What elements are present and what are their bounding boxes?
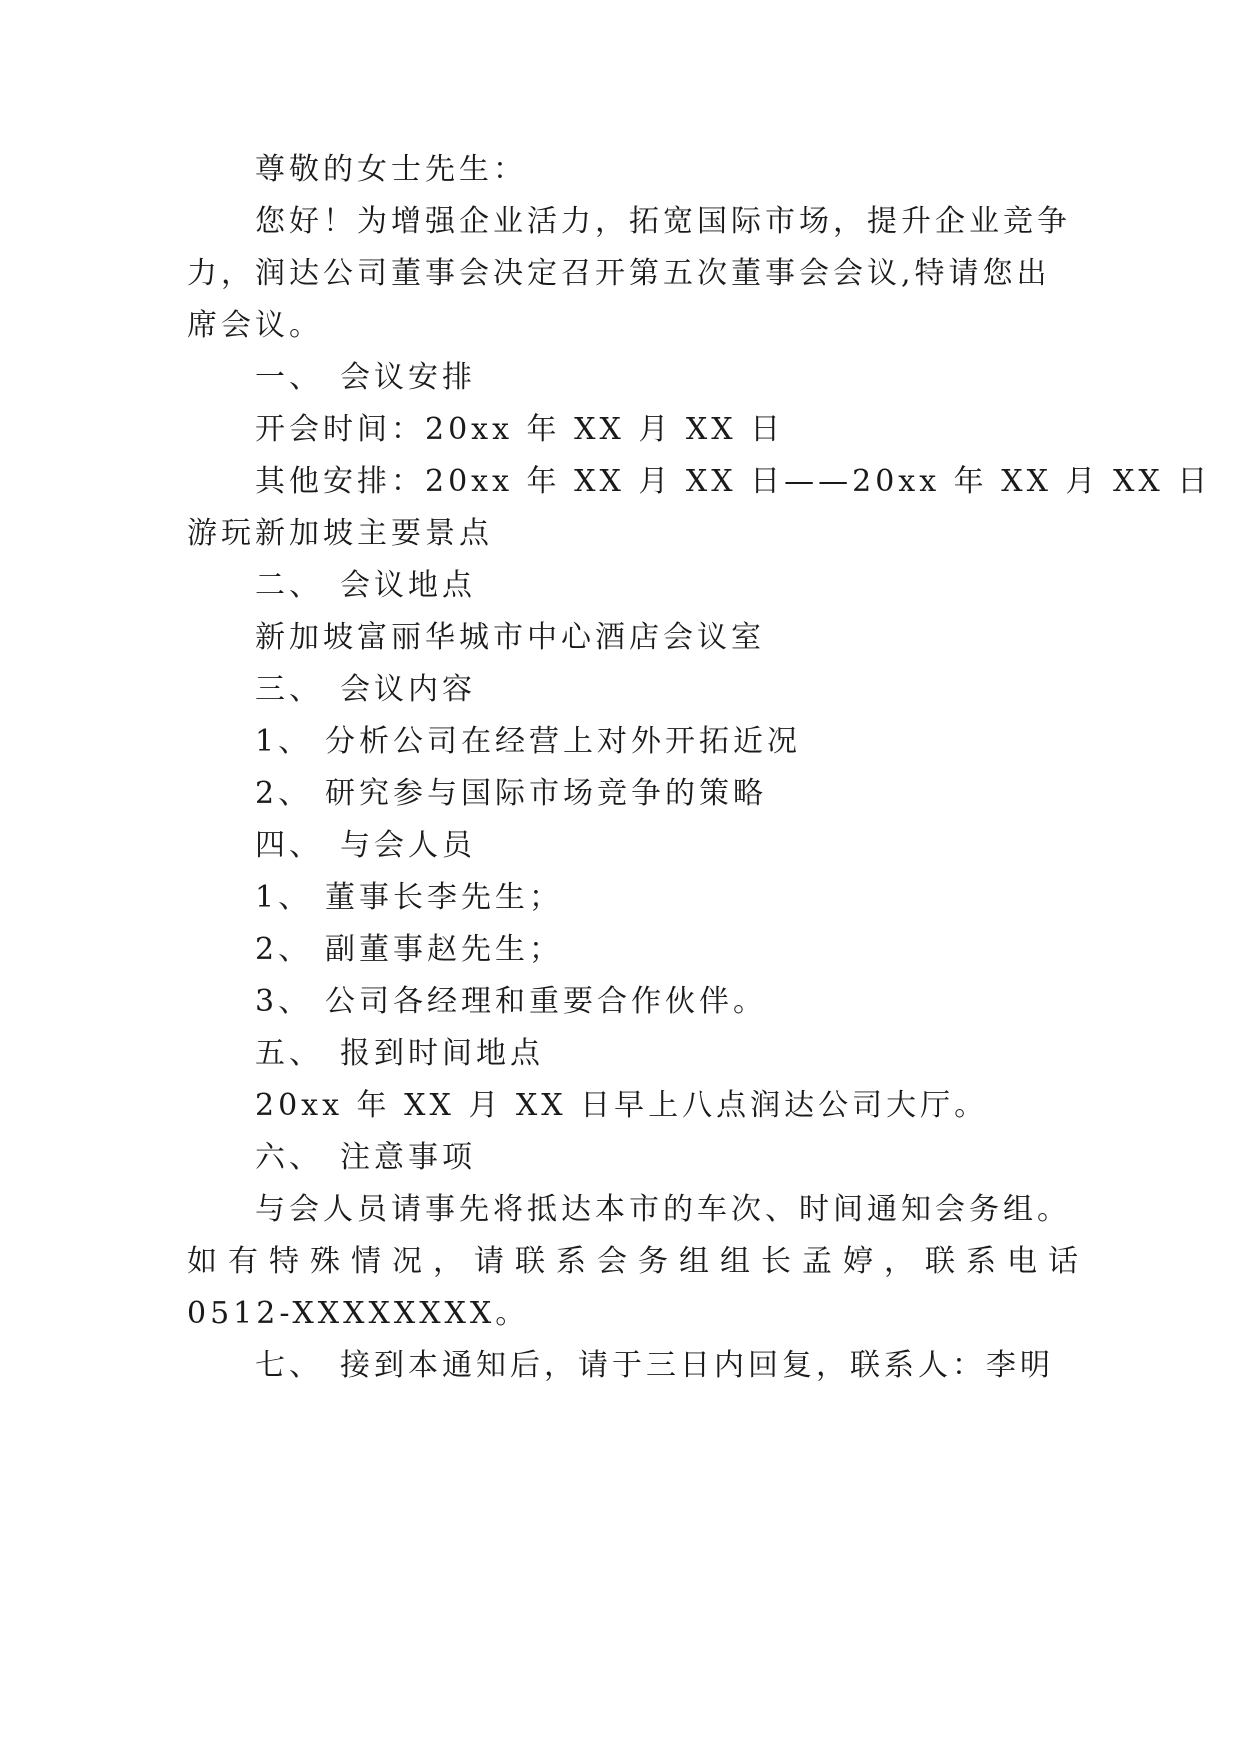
section-number: 一、 — [255, 360, 323, 395]
item-number: 2、 — [255, 776, 313, 811]
intro-line-2: 力，润达公司董事会决定召开第五次董事会会议,特请您出 — [187, 256, 1051, 291]
item-number: 1、 — [255, 724, 313, 759]
list-item — [255, 878, 563, 918]
other-arrangement-line-2: 游玩新加坡主要景点 — [187, 516, 493, 551]
meeting-time: 开会时间：20xx 年 XX 月 XX 日 — [255, 412, 785, 447]
notes-line-2: 如有特殊情况，请联系会务组组长孟婷，联系电话 — [187, 1244, 1089, 1279]
section-heading-6 — [255, 1138, 476, 1178]
section-heading-2 — [255, 566, 476, 606]
list-item — [255, 774, 767, 814]
section-heading-4 — [255, 826, 476, 866]
list-item — [255, 930, 563, 970]
section-title: 接到本通知后，请于三日内回复，联系人：李明 — [340, 1348, 1054, 1383]
intro-line-1: 您好！为增强企业活力，拓宽国际市场，提升企业竞争 — [255, 204, 1071, 239]
section-number: 六、 — [255, 1140, 323, 1175]
item-number: 1、 — [255, 880, 313, 915]
intro-line-3: 席会议。 — [187, 308, 323, 343]
section-title: 会议安排 — [340, 360, 476, 395]
item-text: 研究参与国际市场竞争的策略 — [325, 776, 767, 811]
item-text: 分析公司在经营上对外开拓近况 — [325, 724, 801, 759]
section-number: 五、 — [255, 1036, 323, 1071]
section-heading-5 — [255, 1034, 544, 1074]
section-number: 七、 — [255, 1348, 323, 1383]
report-time-location: 20xx 年 XX 月 XX 日早上八点润达公司大厅。 — [255, 1088, 989, 1123]
list-item — [255, 982, 767, 1022]
item-text: 公司各经理和重要合作伙伴。 — [325, 984, 767, 1019]
item-number: 2、 — [255, 932, 313, 967]
salutation: 尊敬的女士先生： — [255, 152, 527, 187]
item-text: 董事长李先生； — [325, 880, 563, 915]
section-heading-1 — [255, 358, 476, 398]
section-number: 二、 — [255, 568, 323, 603]
meeting-location: 新加坡富丽华城市中心酒店会议室 — [255, 620, 765, 655]
section-heading-7 — [255, 1346, 1054, 1386]
other-arrangement-line-1: 其他安排：20xx 年 XX 月 XX 日——20xx 年 XX 月 XX 日 — [255, 464, 1212, 499]
section-number: 四、 — [255, 828, 323, 863]
section-title: 注意事项 — [340, 1140, 476, 1175]
section-title: 会议地点 — [340, 568, 476, 603]
item-number: 3、 — [255, 984, 313, 1019]
section-title: 报到时间地点 — [340, 1036, 544, 1071]
notes-line-1: 与会人员请事先将抵达本市的车次、时间通知会务组。 — [255, 1192, 1071, 1227]
notes-line-3: 0512-XXXXXXXX。 — [187, 1296, 530, 1331]
section-title: 与会人员 — [340, 828, 476, 863]
list-item — [255, 722, 801, 762]
item-text: 副董事赵先生； — [325, 932, 563, 967]
section-title: 会议内容 — [340, 672, 476, 707]
section-heading-3 — [255, 670, 476, 710]
section-number: 三、 — [255, 672, 323, 707]
